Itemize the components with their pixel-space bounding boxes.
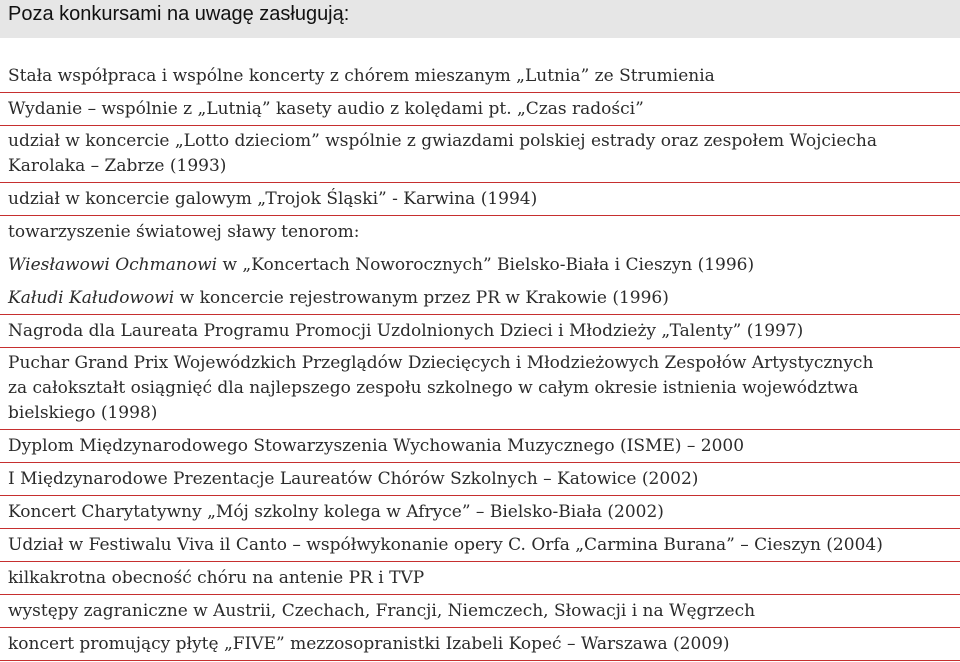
achievements-list bbox=[0, 60, 960, 661]
list-item bbox=[0, 430, 960, 463]
list-item bbox=[0, 348, 960, 430]
list-item bbox=[0, 562, 960, 595]
list-item-text: Koncert Charytatywny „Mój szkolny kolega w Afryce” – Bielsko-Biała (2002) bbox=[8, 502, 664, 522]
list-item-text: udział w koncercie galowym „Trojok Śląski” - Karwina (1994) bbox=[8, 189, 538, 209]
list-item bbox=[0, 282, 960, 315]
list-item bbox=[0, 529, 960, 562]
list-item-text-line: bielskiego (1998) bbox=[8, 403, 158, 423]
list-item-text: Stała współpraca i wspólne koncerty z chórem mieszanym „Lutnia” ze Strumienia bbox=[8, 66, 715, 86]
tenor-name: Wiesławowi Ochmanowi bbox=[8, 255, 218, 275]
section-title: Poza konkursami na uwagę zasługują: bbox=[8, 3, 350, 25]
list-item bbox=[0, 496, 960, 529]
list-item-text-line: Puchar Grand Prix Wojewódzkich Przeglądów Dziecięcych i Młodzieżowych Zespołów Artystycznych bbox=[8, 353, 874, 373]
list-item bbox=[0, 183, 960, 216]
section-header bbox=[0, 0, 960, 38]
list-item bbox=[0, 60, 960, 93]
list-item-text: w „Koncertach Noworocznych” Bielsko-Biała i Cieszyn (1996) bbox=[217, 255, 755, 275]
list-item-text: w koncercie rejestrowanym przez PR w Krakowie (1996) bbox=[174, 288, 669, 308]
tenor-name: Kałudi Kałudowowi bbox=[8, 288, 175, 308]
list-item-text: Nagroda dla Laureata Programu Promocji Uzdolnionych Dzieci i Młodzieży „Talenty” (1997) bbox=[8, 321, 804, 341]
list-item bbox=[0, 93, 960, 126]
list-item bbox=[0, 463, 960, 496]
list-item-text-line: udział w koncercie „Lotto dzieciom” wspólnie z gwiazdami polskiej estrady oraz zespołem Wojciecha bbox=[8, 131, 877, 151]
list-item-text: towarzyszenie światowej sławy tenorom: bbox=[8, 222, 360, 242]
list-item-text: Udział w Festiwalu Viva il Canto – współwykonanie opery C. Orfa „Carmina Burana” – Cieszyn (2004) bbox=[8, 535, 883, 555]
list-item bbox=[0, 216, 960, 249]
list-item-text: Wydanie – wspólnie z „Lutnią” kasety audio z kolędami pt. „Czas radości” bbox=[8, 99, 644, 119]
list-item-text: I Międzynarodowe Prezentacje Laureatów Chórów Szkolnych – Katowice (2002) bbox=[8, 469, 699, 489]
list-item bbox=[0, 249, 960, 282]
list-item-text: kilkakrotna obecność chóru na antenie PR i TVP bbox=[8, 568, 425, 588]
list-item-text-line: za całokształt osiągnięć dla najlepszego zespołu szkolnego w całym okresie istnienia województwa bbox=[8, 378, 859, 398]
list-item bbox=[0, 595, 960, 628]
list-item bbox=[0, 628, 960, 661]
list-item-text: występy zagraniczne w Austrii, Czechach, Francji, Niemczech, Słowacji i na Węgrzech bbox=[8, 601, 756, 621]
list-item bbox=[0, 315, 960, 348]
list-item-text: koncert promujący płytę „FIVE” mezzosopranistki Izabeli Kopeć – Warszawa (2009) bbox=[8, 634, 730, 654]
list-item-text-line: Karolaka – Zabrze (1993) bbox=[8, 156, 227, 176]
list-item bbox=[0, 126, 960, 183]
list-item-text: Dyplom Międzynarodowego Stowarzyszenia Wychowania Muzycznego (ISME) – 2000 bbox=[8, 436, 745, 456]
